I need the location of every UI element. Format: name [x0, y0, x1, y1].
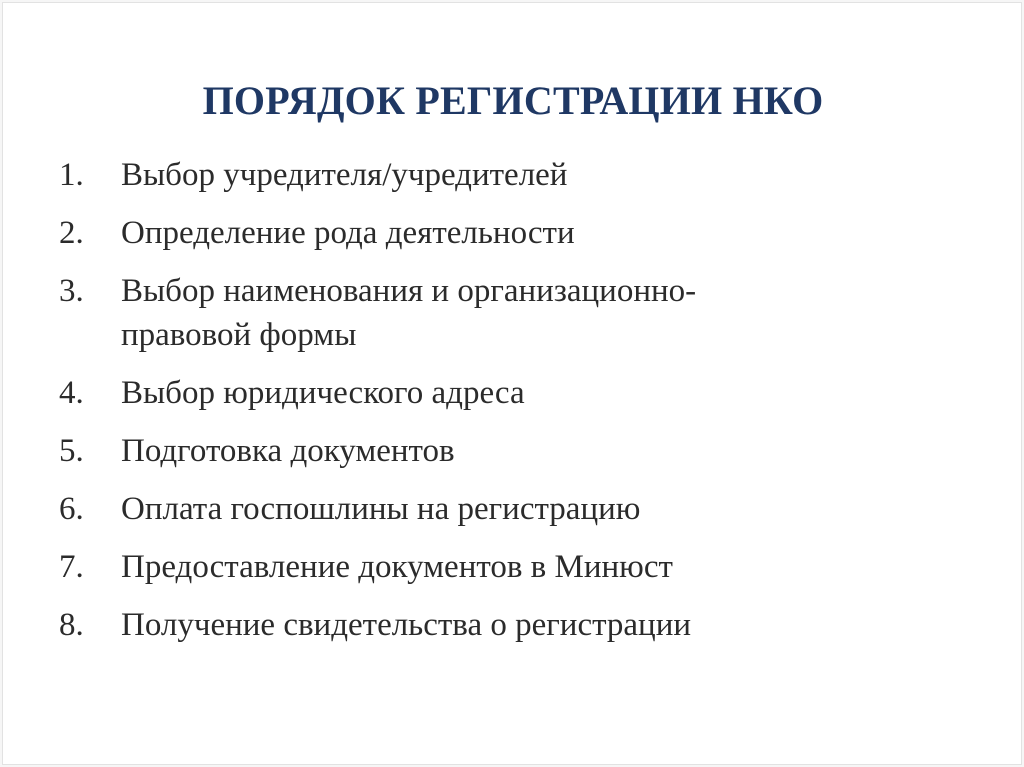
step-text: Выбор наименования и организационно- правовой формы — [121, 273, 697, 353]
slide-title: ПОРЯДОК РЕГИСТРАЦИИ НКО — [202, 78, 824, 123]
step-number: 8. — [59, 607, 84, 643]
step-item-8 — [59, 603, 999, 647]
step-text: Подготовка документов — [121, 433, 455, 469]
step-text: Получение свидетельства о регистрации — [121, 607, 692, 643]
step-item-4 — [59, 371, 999, 415]
step-text: Оплата госпошлины на регистрацию — [121, 491, 641, 527]
step-item-7 — [59, 545, 999, 589]
step-item-2 — [59, 211, 999, 255]
step-number: 2. — [59, 215, 84, 251]
step-item-3 — [59, 269, 999, 357]
step-number: 5. — [59, 433, 84, 469]
step-item-6 — [59, 487, 999, 531]
step-number: 7. — [59, 549, 84, 585]
step-number: 3. — [59, 273, 84, 309]
step-text: Предоставление документов в Минюст — [121, 549, 673, 585]
step-item-1 — [59, 153, 999, 197]
steps-list — [59, 153, 999, 661]
step-text: Выбор юридического адреса — [121, 375, 525, 411]
step-text: Выбор учредителя/учредителей — [121, 157, 568, 193]
step-number: 6. — [59, 491, 84, 527]
step-item-5 — [59, 429, 999, 473]
step-number: 4. — [59, 375, 84, 411]
step-text: Определение рода деятельности — [121, 215, 575, 251]
step-number: 1. — [59, 157, 84, 193]
slide — [2, 2, 1022, 765]
